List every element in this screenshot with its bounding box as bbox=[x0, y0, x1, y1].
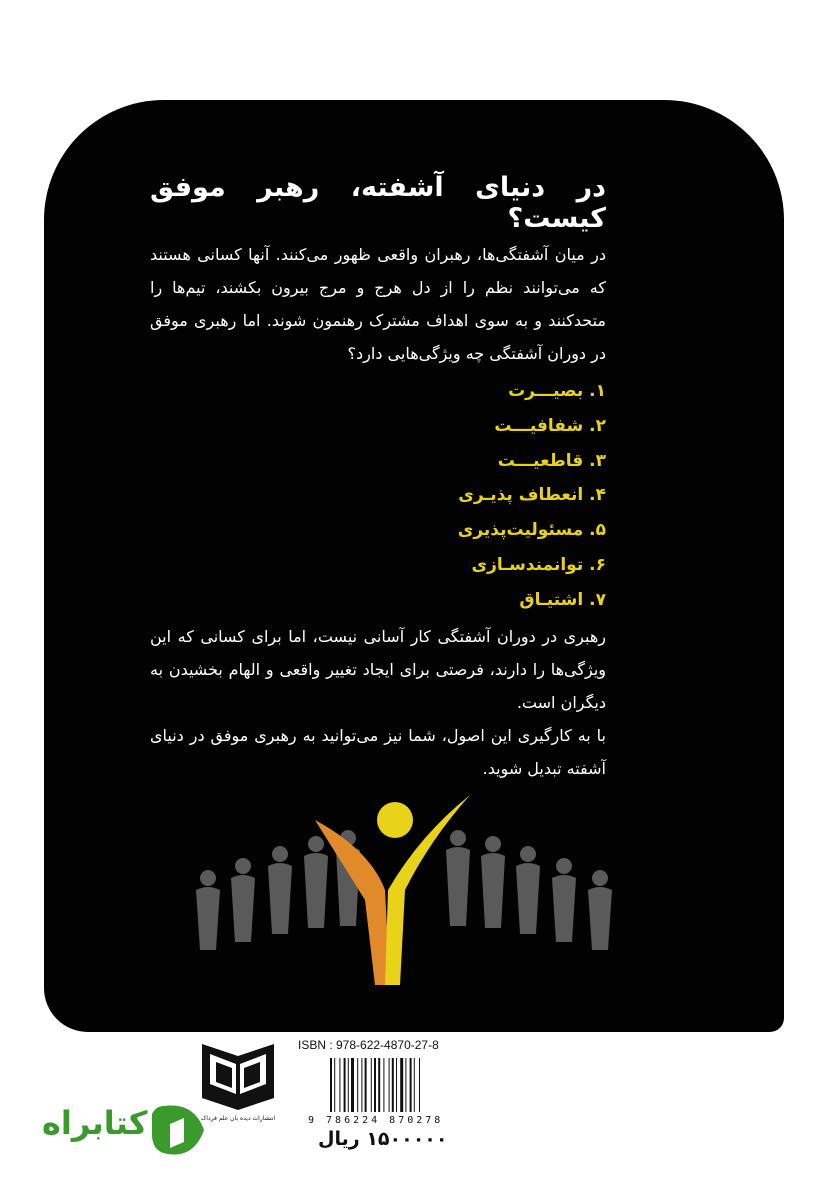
trait-item: ۷. اشتیـاق bbox=[519, 589, 606, 610]
publisher-caption: انتشارات دیده بان علم فرداک bbox=[200, 1115, 276, 1122]
leader-figure-illustration bbox=[170, 780, 670, 1000]
headline: در دنیای آشفته، رهبر موفق کیست؟ bbox=[150, 172, 606, 234]
trait-item: ۶. توانمندسـازی bbox=[471, 554, 606, 575]
intro-paragraph: در میان آشفتگی‌ها، رهبران واقعی ظهور می‌کنند. آنها کسانی هستند که می‌توانند نظم را از دل هرج و مرج بیرون بکشند، تیم‌ها را متحدکنند و به سوی اهداف مشترک رهنمون شوند. اما رهبری موفق در دوران آشفتگی چه ویژگی‌هایی دارد؟ bbox=[150, 245, 606, 363]
isbn: ISBN : 978-622-4870-27-8 bbox=[298, 1038, 439, 1052]
trait-item: ۳. قاطعیـــت bbox=[497, 450, 606, 471]
trait-item: ۱. بصیـــرت bbox=[508, 381, 606, 401]
leader-head bbox=[377, 802, 413, 838]
trait-item: ۵. مسئولیت‌پذیری bbox=[457, 520, 606, 541]
barcode bbox=[328, 1058, 448, 1122]
trait-item: ۴. انعطاف پذیـری bbox=[458, 485, 606, 506]
back-cover-text bbox=[150, 172, 606, 785]
closing-paragraph-2: با به کارگیری این اصول، شما نیز می‌توانید به رهبری موفق در دنیای آشفته تبدیل شوید. bbox=[150, 725, 606, 778]
price: ۱۵۰۰۰۰۰ ریال bbox=[318, 1128, 448, 1150]
closing-paragraph-1: رهبری در دوران آشفتگی کار آسانی نیست، اما برای کسانی که این ویژگی‌ها را دارند، فرصتی برای ایجاد تغییر واقعی و الهام بخشیدن به دیگران است. bbox=[150, 626, 606, 712]
traits-list bbox=[150, 374, 606, 618]
trait-item: ۲. شفافیـــت bbox=[494, 415, 606, 436]
barcode-number: 9 786224 870278 bbox=[308, 1115, 444, 1126]
store-logo-text: کتابراه bbox=[42, 1104, 148, 1142]
